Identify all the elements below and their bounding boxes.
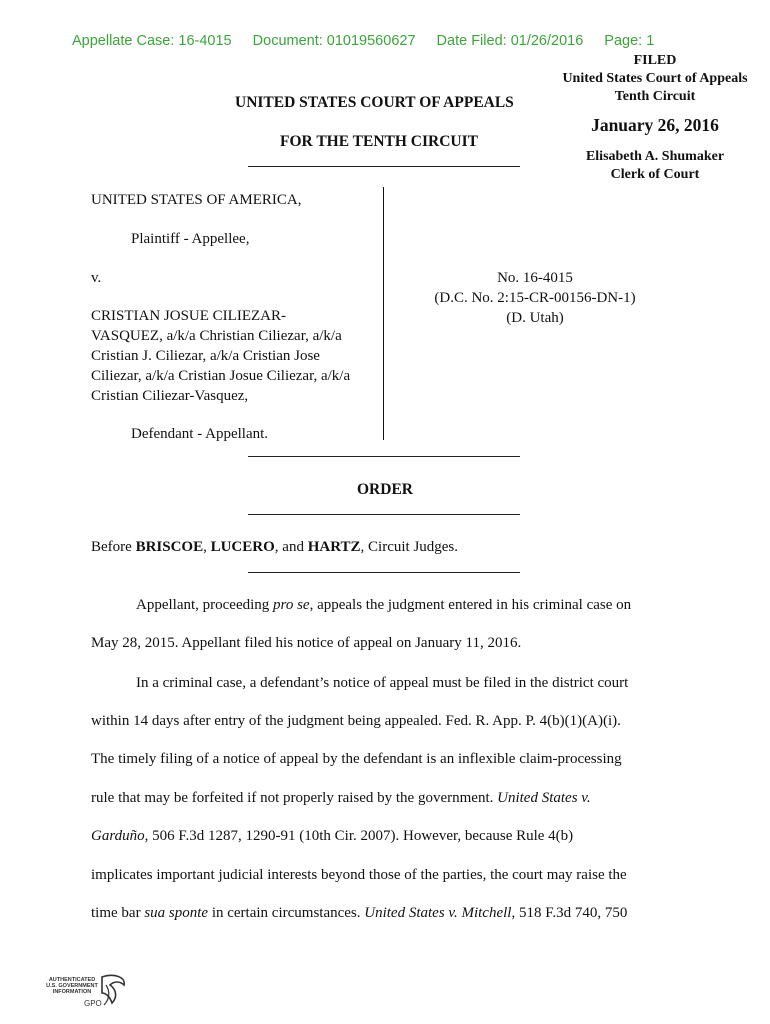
caption-district: (D. Utah) [506,310,564,326]
panel-separator: , [203,539,211,555]
filed-stamp [550,52,760,184]
caption-defendant-line: Cristian Ciliezar-Vasquez, [91,388,249,404]
caption-case-block [410,268,660,328]
body-text: , 506 F.3d 1287, 1290-91 (10th Cir. 2007). However, because Rule 4(b) [144,828,574,844]
body-italic: United States v. [497,790,591,806]
divider-rule [248,572,520,573]
judge-name: LUCERO [210,539,275,555]
body-text: Appellant, proceeding [136,597,274,613]
body-line: In a criminal case, a defendant’s notice of appeal must be filed in the district court [136,675,629,691]
caption-defendant-line: CRISTIAN JOSUE CILIEZAR- [91,308,286,324]
body-line: within 14 days after entry of the judgment being appealed. Fed. R. App. P. 4(b)(1)(A)(i). [91,713,621,729]
panel-before: Before [91,539,136,555]
eagle-icon [44,971,134,1016]
body-line: May 28, 2015. Appellant filed his notice of appeal on January 11, 2016. [91,635,522,651]
filing-header [72,33,671,49]
body-line [91,828,573,845]
body-line [136,597,631,614]
caption-versus: v. [91,270,102,286]
panel-suffix: , Circuit Judges. [360,539,459,555]
body-text: , 518 F.3d 740, 750 [511,905,628,921]
panel-line [91,539,691,556]
body-italic: pro se [273,597,310,613]
gpo-logo-line: INFORMATION [52,989,92,995]
caption-plaintiff: UNITED STATES OF AMERICA, [91,192,302,208]
caption-defendant-line: VASQUEZ, a/k/a Christian Ciliezar, a/k/a [91,328,342,344]
gpo-logo-line: U.S. GOVERNMENT [46,983,98,989]
header-document: Document: 01019560627 [252,33,416,49]
body-text: time bar [91,905,145,921]
body-line: The timely filing of a notice of appeal by the defendant is an inflexible claim-processing [91,751,622,767]
caption-defendant-line: Cristian J. Ciliezar, a/k/a Cristian Jose [91,348,320,364]
caption-defendant-line: Ciliezar, a/k/a Cristian Josue Ciliezar, a/k/a [91,368,351,384]
court-title-line1: UNITED STATES COURT OF APPEALS [235,94,514,111]
judge-name: BRISCOE [135,539,204,555]
stamp-filed: FILED [633,53,677,68]
header-case: Appellate Case: 16-4015 [72,33,232,49]
body-line [91,905,627,922]
stamp-clerk-name: Elisabeth A. Shumaker [585,149,725,164]
judge-name: HARTZ [307,539,361,555]
body-line: implicates important judicial interests beyond those of the parties, the court may raise the [91,867,627,883]
body-text: , appeals the judgment entered in his criminal case on [309,597,632,613]
order-title: ORDER [357,481,413,498]
gpo-logo-line: AUTHENTICATED [48,977,96,983]
caption-dc-no: (D.C. No. 2:15-CR-00156-DN-1) [434,290,636,306]
caption-plaintiff-role: Plaintiff - Appellee, [131,231,250,247]
stamp-circuit: Tenth Circuit [614,89,696,104]
caption-defendant [91,306,381,406]
caption-defendant-role: Defendant - Appellant. [131,426,269,442]
header-date-filed: Date Filed: 01/26/2016 [436,33,584,49]
divider-rule [248,166,520,167]
stamp-clerk-title: Clerk of Court [610,167,700,182]
body-text: in certain circumstances. [208,905,365,921]
gpo-mark: GPO [84,999,102,1008]
stamp-court: United States Court of Appeals [562,71,748,86]
panel-separator: , and [274,539,308,555]
header-page: Page: 1 [604,33,655,49]
caption-case-no: No. 16-4015 [497,270,573,286]
body-italic: sua sponte [144,905,209,921]
gpo-authentication-logo [44,971,134,1016]
court-title-line2: FOR THE TENTH CIRCUIT [280,133,478,150]
body-line [91,790,591,807]
caption-divider [383,187,384,440]
stamp-date: January 26, 2016 [591,115,719,135]
divider-rule [248,456,520,457]
divider-rule [248,514,520,515]
body-italic: United States v. Mitchell [364,905,512,921]
body-text: rule that may be forfeited if not properly raised by the government. [91,790,498,806]
body-italic: Garduño [91,828,145,844]
